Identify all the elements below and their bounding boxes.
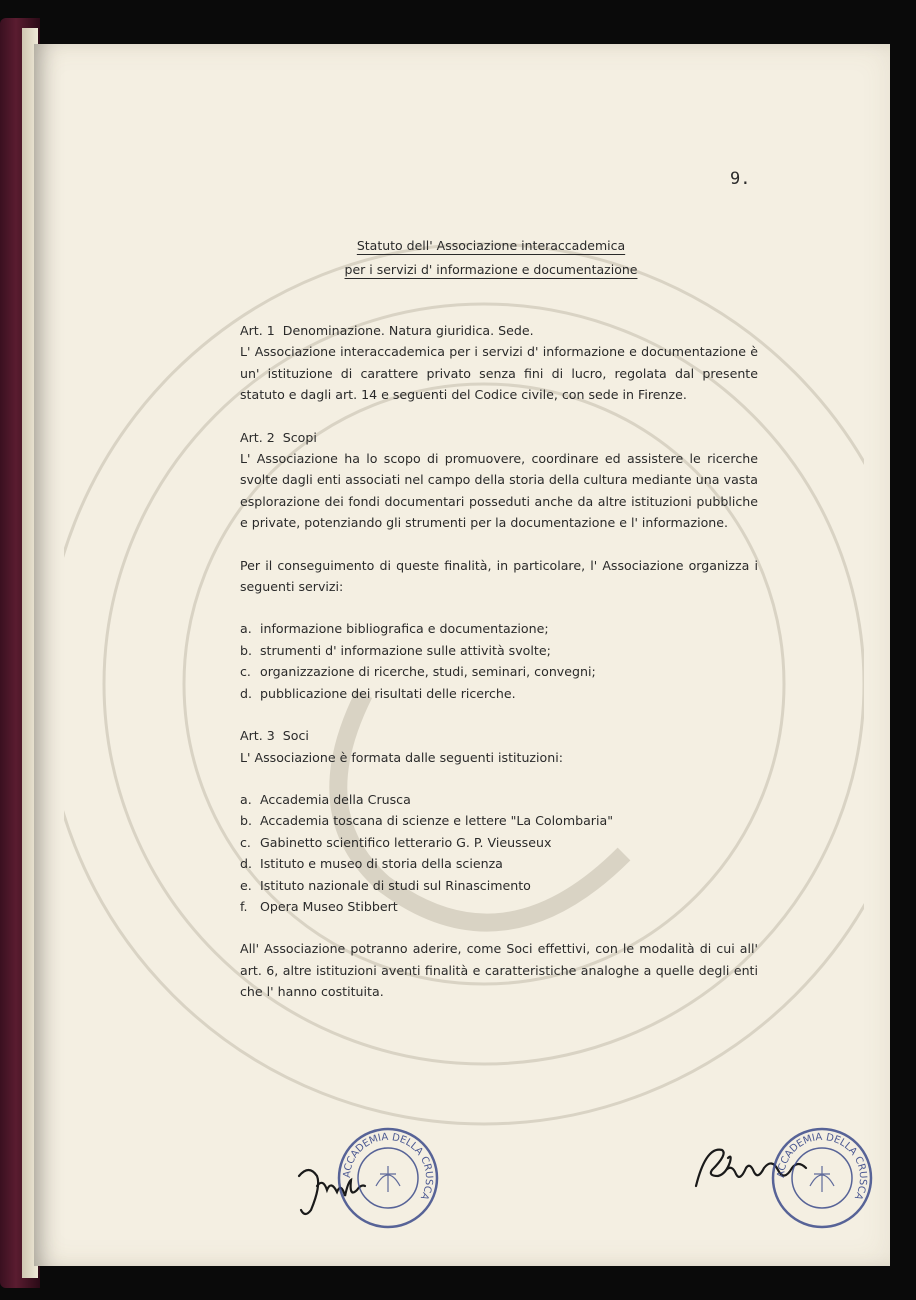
title-line-1: Statuto dell' Associazione interaccademica (356, 238, 626, 253)
art3-heading: Art. 3 Soci (240, 728, 309, 744)
art2-heading: Art. 2 Scopi (240, 429, 317, 445)
title-line-2: per i servizi d' informazione e documentazione (344, 262, 638, 277)
art3-text: L' Associazione è formata dalle seguenti istituzioni: (240, 749, 563, 765)
list-item: e. Istituto nazionale di studi sul Rinascimento (240, 877, 531, 893)
art1-heading: Art. 1 Denominazione. Natura giuridica. Sede. (240, 323, 534, 338)
services-list (240, 618, 758, 704)
art1-text: L' Associazione interaccademica per i servizi d' informazione e documentazione è un' istituzione di carattere privato senza fini di lucro, regolata dal presente statuto e dagli art. 14 e seguenti del Codice civile, con sede in Firenze. (240, 344, 758, 403)
art2-text: L' Associazione ha lo scopo di promuovere, coordinare ed assistere le ricerche svolte dagli enti associati nel campo della storia della cultura mediante una vasta esplorazione dei fondi documentari posseduti anche da altre istituzioni pubbliche e private, potenziando gli strumenti per la documentazione e l' informazione. (240, 451, 758, 531)
art2-text2: Per il conseguimento di queste finalità, in particolare, l' Associazione organizza i seguenti servizi: (240, 557, 758, 595)
document-title (274, 234, 708, 282)
list-item: c. Gabinetto scientifico letterario G. P. Vieusseux (240, 834, 552, 850)
members-list (240, 789, 758, 917)
document-body (240, 320, 758, 1003)
page-number: 9. (730, 169, 751, 189)
right-stamp (770, 1126, 874, 1230)
left-stamp (336, 1126, 440, 1230)
document-page (34, 44, 890, 1266)
list-item: c. organizzazione di ricerche, studi, seminari, convegni; (240, 664, 596, 680)
list-item: f. Opera Museo Stibbert (240, 898, 398, 914)
svg-text:ACCADEMIA DELLA CRUSCA: ACCADEMIA DELLA CRUSCA (341, 1131, 435, 1202)
art3-text2: All' Associazione potranno aderire, come Soci effettivi, con le modalità di cui all' art. 6, altre istituzioni aventi finalità e caratteristiche analoghe a quelle degli enti che l' hanno costituita. (240, 941, 758, 1000)
list-item: b. strumenti d' informazione sulle attività svolte; (240, 642, 551, 658)
list-item: d. pubblicazione dei risultati delle ricerche. (240, 685, 516, 701)
list-item: b. Accademia toscana di scienze e lettere "La Colombaria" (240, 813, 613, 829)
svg-text:ACCADEMIA DELLA CRUSCA: ACCADEMIA DELLA CRUSCA (775, 1131, 869, 1202)
list-item: a. Accademia della Crusca (240, 791, 411, 807)
list-item: a. informazione bibliografica e documentazione; (240, 621, 549, 637)
list-item: d. Istituto e museo di storia della scienza (240, 856, 503, 872)
